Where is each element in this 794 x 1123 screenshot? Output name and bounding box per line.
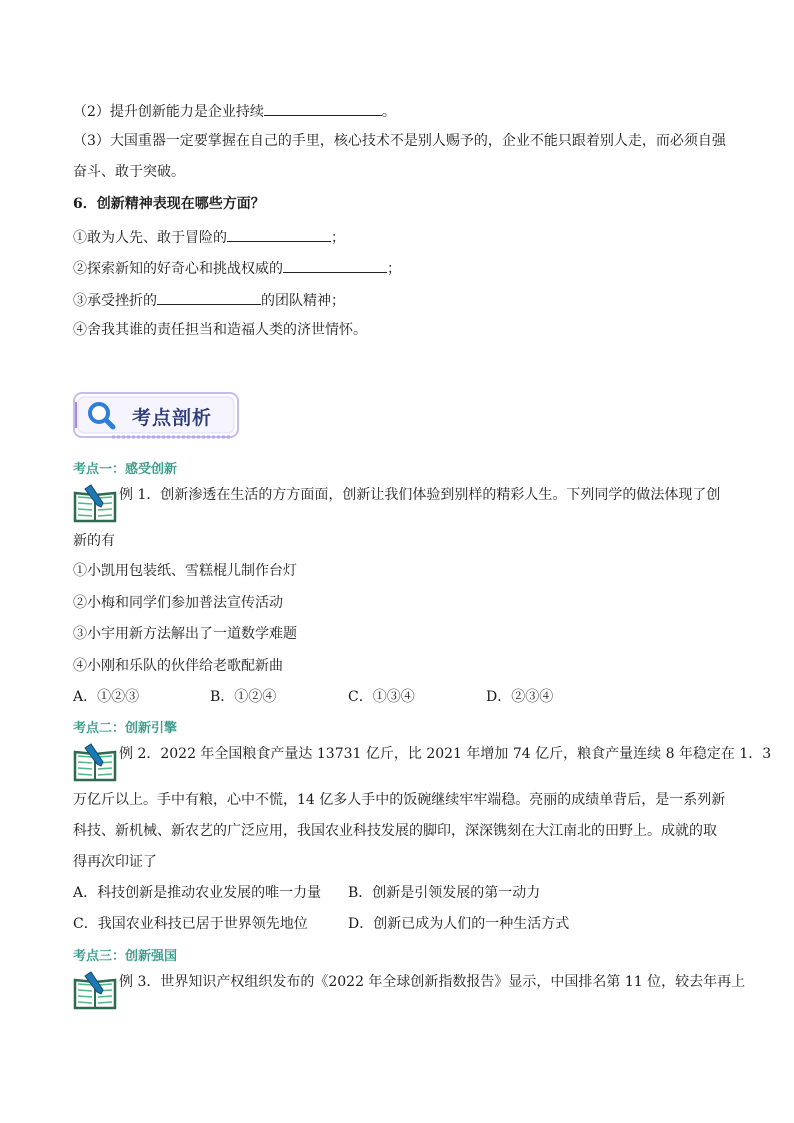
item-3-line2: 奋斗、敢于突破。: [73, 164, 185, 180]
section-banner: [72, 390, 242, 440]
kaodian-1-heading: 考点一：感受创新: [73, 462, 178, 477]
example-2-line2: 万亿斤以上。手中有粮，心中不慌，14 亿多人手中的饭碗继续牢牢端稳。亮丽的成绩单背后，是一系列新: [73, 792, 726, 808]
q6-item-b: ②探索新知的好奇心和挑战权威的 ；: [73, 257, 401, 279]
statement-1: ①小凯用包装纸、雪糕棍儿制作台灯: [73, 563, 297, 579]
example-2-line4: 得再次印证了: [73, 854, 157, 870]
book-pen-icon: [73, 970, 117, 1010]
item-2: （2）提升创新能力是企业持续 。: [73, 100, 396, 122]
book-pen-icon: [73, 483, 117, 523]
option-c[interactable]: C．①③④: [348, 689, 415, 705]
example-1-line2: 新的有: [73, 533, 115, 549]
item-3-line1: （3）大国重器一定要掌握在自己的手里，核心技术不是别人赐予的，企业不能只跟着别人走，而必须自强: [73, 133, 726, 149]
question-6-title: 6．创新精神表现在哪些方面？: [73, 196, 265, 212]
example-2-line1: 例 2．2022 年全国粮食产量达 13731 亿斤，比 2021 年增加 74 亿斤，粮食产量连续 8 年稳定在 1．3: [119, 746, 772, 762]
kaodian-2-heading: 考点二：创新引擎: [73, 721, 178, 736]
option-b[interactable]: B．①②④: [210, 689, 277, 705]
option-d[interactable]: D．创新已成为人们的一种生活方式: [348, 916, 570, 932]
option-a[interactable]: A．①②③: [73, 689, 140, 705]
option-a[interactable]: A．科技创新是推动农业发展的唯一力量: [73, 885, 322, 901]
banner-title: 考点剖析: [132, 407, 213, 429]
example-1-line1: 例 1．创新渗透在生活的方方面面，创新让我们体验到别样的精彩人生。下列同学的做法体现了创: [119, 487, 721, 503]
magnifier-icon: [86, 400, 116, 430]
kaodian-3-heading: 考点三：创新强国: [73, 949, 178, 964]
answer-blank[interactable]: [227, 226, 331, 242]
option-b[interactable]: B．创新是引领发展的第一动力: [348, 885, 541, 901]
q6-item-c: ③承受挫折的 的团队精神；: [73, 289, 345, 311]
option-d[interactable]: D．②③④: [486, 689, 554, 705]
example-3-line1: 例 3．世界知识产权组织发布的《2022 年全球创新指数报告》显示，中国排名第 11 位，较去年再上: [119, 974, 746, 990]
answer-blank[interactable]: [283, 257, 387, 273]
answer-blank[interactable]: [264, 100, 382, 116]
statement-4: ④小刚和乐队的伙伴给老歌配新曲: [73, 658, 283, 674]
answer-blank[interactable]: [157, 289, 261, 305]
example-2-line3: 科技、新机械、新农艺的广泛应用，我国农业科技发展的脚印，深深镌刻在大江南北的田野上。成就的取: [73, 823, 717, 839]
q6-item-d: ④舍我其谁的责任担当和造福人类的济世情怀。: [73, 322, 367, 338]
option-c[interactable]: C．我国农业科技已居于世界领先地位: [73, 916, 308, 932]
q6-item-a: ①敢为人先、敢于冒险的 ；: [73, 226, 345, 248]
book-pen-icon: [73, 742, 117, 782]
statement-2: ②小梅和同学们参加普法宣传活动: [73, 595, 283, 611]
statement-3: ③小宇用新方法解出了一道数学难题: [73, 626, 297, 642]
